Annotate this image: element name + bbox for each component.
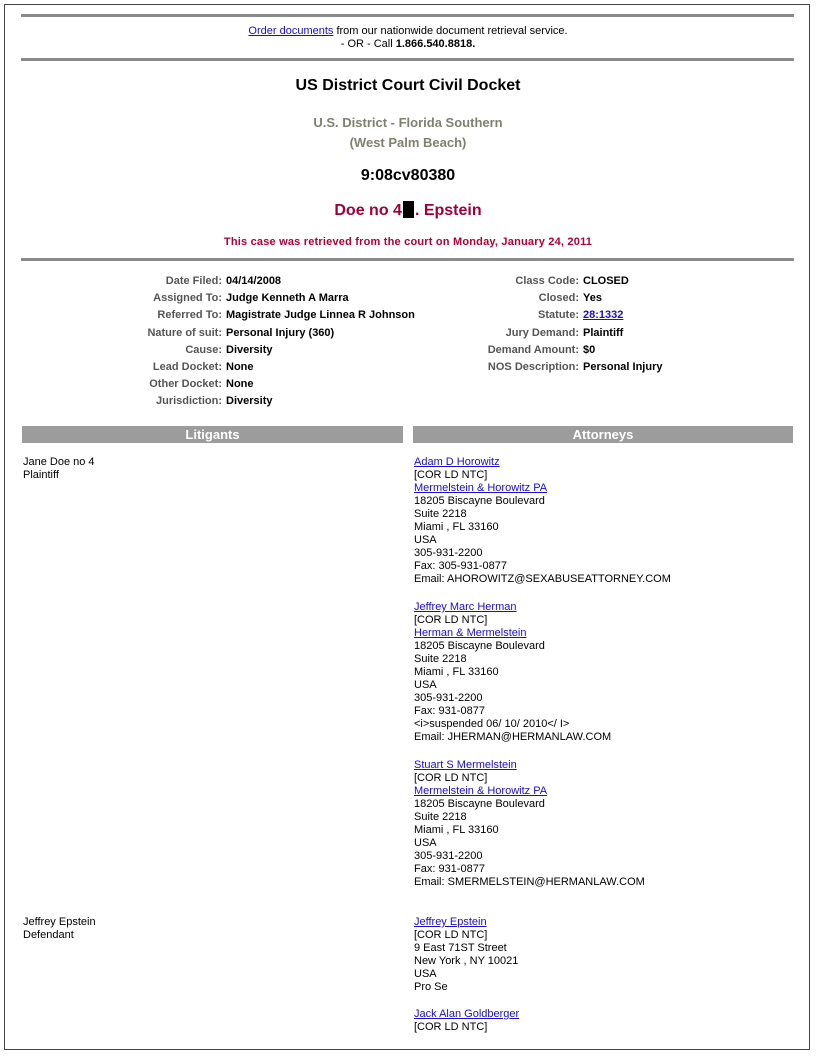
district-division: (West Palm Beach) <box>349 135 467 150</box>
header-divider <box>21 258 794 261</box>
info-value: Yes <box>583 292 602 305</box>
info-row <box>90 393 415 410</box>
party-plaintiff <box>23 456 95 482</box>
attorney-name-link[interactable]: Jeffrey Epstein <box>414 916 487 928</box>
order-notice <box>0 25 816 51</box>
info-label: Nature of suit: <box>147 326 222 339</box>
info-value: Diversity <box>226 343 273 356</box>
attorney-block <box>414 916 794 994</box>
order-notice-text: from our nationwide document retrieval service. <box>333 25 568 37</box>
info-value: Magistrate Judge Linnea R Johnson <box>226 309 415 322</box>
case-info-right <box>440 273 662 376</box>
info-row <box>90 325 415 342</box>
attorney-status: Pro Se <box>414 981 448 993</box>
law-firm-link[interactable]: Mermelstein & Horowitz PA <box>414 785 548 797</box>
attorney-address-line: Miami , FL 33160 <box>414 521 499 533</box>
attorney-country: USA <box>414 968 437 980</box>
page-title: US District Court Civil Docket <box>295 77 521 94</box>
attorney-address-line: Miami , FL 33160 <box>414 824 499 836</box>
party-role: Plaintiff <box>23 469 59 481</box>
info-value: Personal Injury (360) <box>226 326 335 339</box>
info-value: Personal Injury <box>583 360 663 373</box>
info-row <box>90 273 415 290</box>
top-divider <box>21 14 794 17</box>
attorney-designation: [COR LD NTC] <box>414 614 488 626</box>
attorney-designation: [COR LD NTC] <box>414 772 488 784</box>
info-label: Cause: <box>185 343 222 356</box>
attorney-phone: 305-931-2200 <box>414 850 483 862</box>
case-name <box>0 201 816 220</box>
attorney-name-link[interactable]: Jeffrey Marc Herman <box>414 601 517 613</box>
redaction-block <box>403 201 414 218</box>
info-row <box>440 325 662 342</box>
info-label: Lead Docket: <box>152 360 222 373</box>
attorney-designation: [COR LD NTC] <box>414 929 488 941</box>
info-label: NOS Description: <box>487 360 579 373</box>
attorney-email: Email: AHOROWITZ@SEXABUSEATTORNEY.COM <box>414 573 671 585</box>
info-label: Class Code: <box>515 275 579 287</box>
case-name-plaintiff: Doe no 4 <box>334 202 402 219</box>
order-documents-link[interactable]: Order documents <box>248 25 334 37</box>
info-label: Referred To: <box>157 309 222 322</box>
attorney-address-line: Miami , FL 33160 <box>414 666 499 678</box>
attorney-address-line: Suite 2218 <box>414 508 467 520</box>
case-name-defendant: . Epstein <box>414 202 482 219</box>
info-label: Statute: <box>538 309 579 322</box>
attorney-address-line: 18205 Biscayne Boulevard <box>414 798 545 810</box>
notice-divider <box>21 58 794 61</box>
attorney-block <box>414 1008 794 1034</box>
info-value: Judge Kenneth A Marra <box>226 292 349 305</box>
info-value: Diversity <box>226 395 273 408</box>
attorney-address-line: New York , NY 10021 <box>414 955 519 967</box>
attorney-phone: 305-931-2200 <box>414 692 483 704</box>
attorney-fax: Fax: 931-0877 <box>414 705 485 717</box>
info-row <box>440 273 662 290</box>
info-label: Other Docket: <box>149 378 222 391</box>
info-value: None <box>226 360 254 373</box>
attorney-country: USA <box>414 837 437 849</box>
attorney-email: Email: JHERMAN@HERMANLAW.COM <box>414 731 612 743</box>
attorney-designation: [COR LD NTC] <box>414 1021 488 1033</box>
info-row <box>90 359 415 376</box>
info-row <box>90 307 415 324</box>
attorney-fax: Fax: 931-0877 <box>414 863 485 875</box>
info-value: $0 <box>583 343 596 356</box>
party-name: Jeffrey Epstein <box>23 916 96 928</box>
attorney-address-line: Suite 2218 <box>414 653 467 665</box>
info-label: Demand Amount: <box>487 343 579 356</box>
attorney-note: <i>suspended 06/ 10/ 2010</ I> <box>414 718 570 730</box>
info-row <box>90 376 415 393</box>
info-label: Date Filed: <box>165 275 222 287</box>
attorney-name-link[interactable]: Adam D Horowitz <box>414 456 500 468</box>
retrieval-notice: This case was retrieved from the court on Monday, January 24, 2011 <box>223 236 593 248</box>
attorney-email: Email: SMERMELSTEIN@HERMANLAW.COM <box>414 876 645 888</box>
info-value: Plaintiff <box>583 326 624 339</box>
info-row <box>90 290 415 307</box>
case-number: 9:08cv80380 <box>360 167 456 184</box>
case-info-left <box>90 273 415 411</box>
info-value: None <box>226 378 254 391</box>
attorney-address-line: Suite 2218 <box>414 811 467 823</box>
attorney-address-line: 18205 Biscayne Boulevard <box>414 495 545 507</box>
district-name: U.S. District - Florida Southern <box>313 115 503 130</box>
info-row <box>440 290 662 307</box>
info-label: Jury Demand: <box>505 326 579 339</box>
attorney-address-line: 9 East 71ST Street <box>414 942 507 954</box>
statute-link[interactable]: 28:1332 <box>583 309 624 322</box>
law-firm-link[interactable]: Mermelstein & Horowitz PA <box>414 482 548 494</box>
court-district <box>0 113 816 153</box>
party-name: Jane Doe no 4 <box>23 456 95 468</box>
info-row <box>440 359 662 376</box>
attorneys-header: Attorneys <box>413 426 793 443</box>
attorney-block <box>414 456 794 586</box>
attorney-name-link[interactable]: Stuart S Mermelstein <box>414 759 517 771</box>
info-label: Jurisdiction: <box>155 395 222 408</box>
attorney-designation: [COR LD NTC] <box>414 469 488 481</box>
info-label: Closed: <box>538 292 579 305</box>
info-label: Assigned To: <box>153 292 222 305</box>
attorney-country: USA <box>414 534 437 546</box>
attorney-block <box>414 601 794 744</box>
info-value: 04/14/2008 <box>226 275 282 287</box>
party-role: Defendant <box>23 929 74 941</box>
info-row <box>90 342 415 359</box>
info-value: CLOSED <box>583 275 629 287</box>
attorney-block <box>414 759 794 889</box>
party-defendant <box>23 916 96 942</box>
attorney-name-link[interactable]: Jack Alan Goldberger <box>414 1008 520 1020</box>
attorney-country: USA <box>414 679 437 691</box>
attorney-address-line: 18205 Biscayne Boulevard <box>414 640 545 652</box>
attorney-fax: Fax: 305-931-0877 <box>414 560 507 572</box>
or-call-text: - OR - Call <box>340 38 396 50</box>
info-row <box>440 307 662 324</box>
litigants-header: Litigants <box>22 426 403 443</box>
info-row <box>440 342 662 359</box>
law-firm-link[interactable]: Herman & Mermelstein <box>414 627 527 639</box>
attorney-phone: 305-931-2200 <box>414 547 483 559</box>
phone-number: 1.866.540.8818. <box>395 38 476 50</box>
